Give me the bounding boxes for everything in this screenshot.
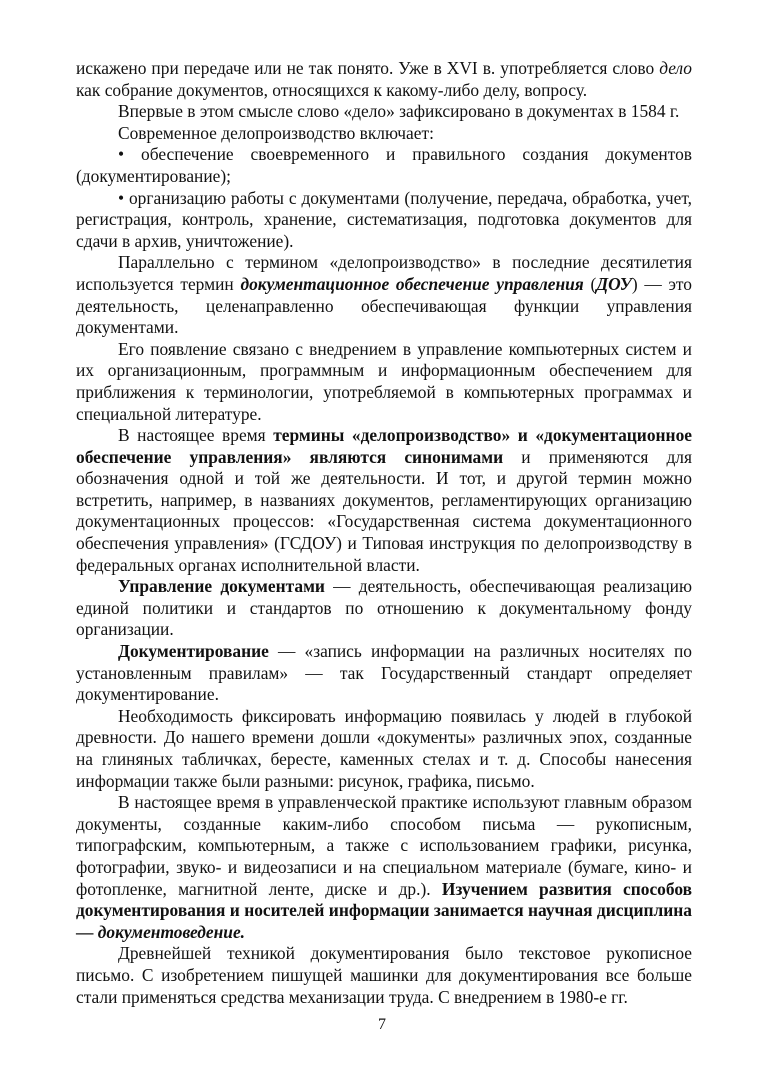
paragraph-6: В настоящее время термины «делопроизводство» и «документационное обеспечение управления» являются синонимами и применяются для обозначения одной и той же деятельности. И тот, и другой термин можно встретить, например, в названиях документов, регламентирующих организацию документационных процессов: «Государственная система документационного обеспечения управления» (ГСДОУ) и Типовая инструкция по делопроизводству в федеральных органах исполнительной власти. xyxy=(76,425,692,575)
paragraph-3: Современное делопроизводство включает: xyxy=(118,122,434,143)
page-number: 7 xyxy=(378,1016,386,1033)
paragraph-8: Документирование — «запись информации на различных носителях по установленным правилам» — так Государственный стандарт определяет документирование. xyxy=(76,641,692,705)
page-body xyxy=(76,58,692,1008)
paragraph-5: Его появление связано с внедрением в управление компьютерных систем и их организационным, программным и информационным обеспечением для приближения к терминологии, употребляемой в компьютерных программах и специальной литературе. xyxy=(76,338,692,424)
paragraph-7: Управление документами — деятельность, обеспечивающая реализацию единой политики и стандартов по отношению к документальному фонду организации. xyxy=(76,576,692,640)
paragraph-1: искажено при передаче или не так понято. Уже в XVI в. употребляется слово дело как собрание документов, относящихся к какому-либо делу, вопросу. xyxy=(76,58,692,100)
paragraph-9: Необходимость фиксировать информацию появилась у людей в глубокой древности. До нашего времени дошли «документы» различных эпох, созданные на глиняных табличках, бересте, каменных стелах и т. д. Способы нанесения информации также были разными: рисунок, графика, письмо. xyxy=(76,705,692,791)
paragraph-4: Параллельно с термином «делопроизводство» в последние десятилетия используется термин документационное обеспечение управления (ДОУ) — это деятельность, целенаправленно обеспечивающая функции управления документами. xyxy=(76,252,692,338)
paragraph-11: Древнейшей техникой документирования было текстовое рукописное письмо. С изобретением пишущей машинки для документирования все больше стали применяться средства механизации труда. С внедрением в 1980-е гг. xyxy=(76,943,692,1007)
bullet-item-1: • обеспечение своевременного и правильного создания документов (документирование); xyxy=(76,144,692,186)
paragraph-2: Впервые в этом смысле слово «дело» зафиксировано в документах в 1584 г. xyxy=(118,101,680,122)
bullet-item-2: • организацию работы с документами (получение, передача, обработка, учет, регистрация, контроль, хранение, систематизация, подготовка документов для сдачи в архив, уничтожение). xyxy=(76,187,692,251)
paragraph-10: В настоящее время в управленческой практике используют главным образом документы, созданные каким-либо способом письма — рукописным, типографским, компьютерным, а также с использованием графики, рисунка, фотографии, звуко- и видеозаписи и на специальном материале (бумаге, кино- и фотопленке, магнитной ленте, диске и др.). Изучением развития способов документирования и носителей информации занимается научная дисциплина — документоведение. xyxy=(76,792,692,942)
